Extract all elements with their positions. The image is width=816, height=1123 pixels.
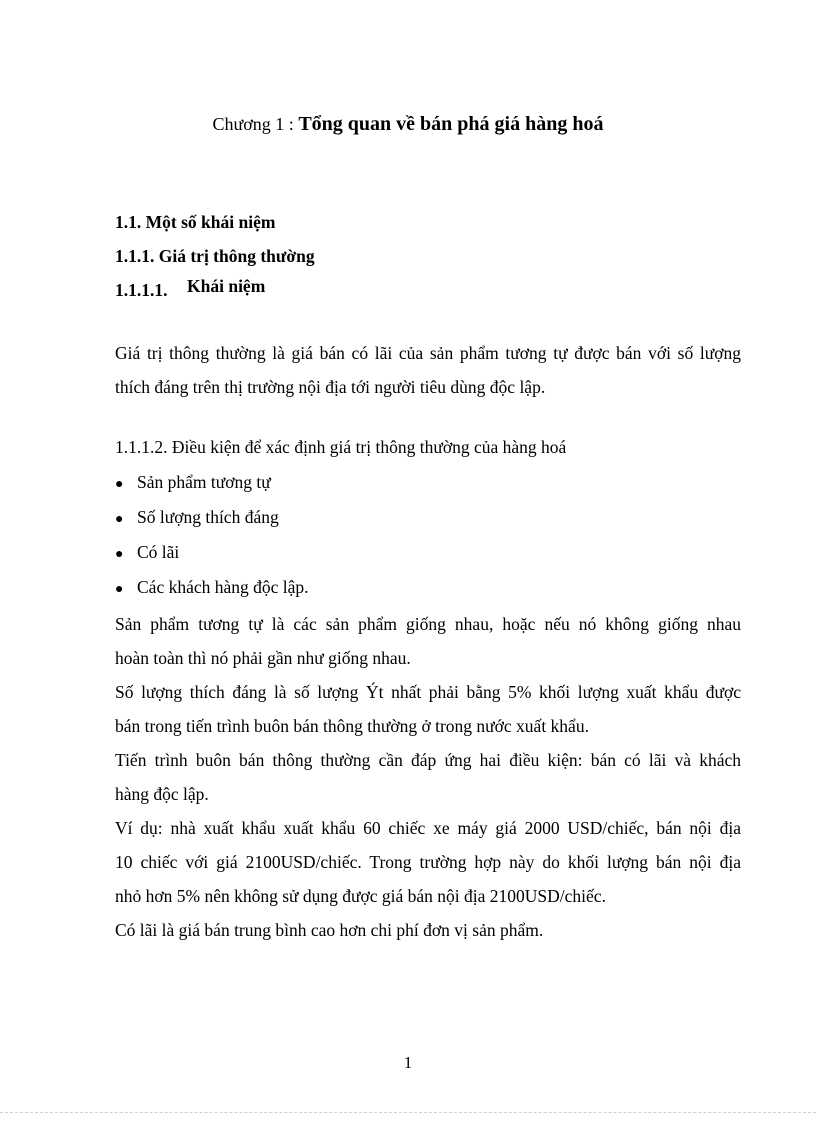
page-break-divider	[0, 1112, 816, 1113]
conditions-list	[115, 465, 309, 605]
bullet-icon: ●	[115, 582, 124, 597]
paragraph-line: Sản phẩm tương tự là các sản phẩm giống nhau, hoặc nếu nó không giống nhau	[115, 614, 741, 634]
heading-section-1-1-1-1	[115, 278, 265, 302]
heading-section-1-1: 1.1. Một số khái niệm	[115, 212, 276, 232]
heading-number: 1.1.1.1.	[115, 280, 168, 300]
paragraph-line: hoàn toàn thì nó phải gần như giống nhau.	[115, 648, 411, 668]
heading-label: Khái niệm	[187, 276, 266, 296]
bullet-icon: ●	[115, 512, 124, 527]
list-item-text: Các khách hàng độc lập.	[137, 577, 309, 597]
paragraph-line: hàng độc lập.	[115, 784, 209, 804]
paragraph-line: nhỏ hơn 5% nên không sử dụng được giá bán nội địa 2100USD/chiếc.	[115, 886, 606, 906]
paragraph-line: Ví dụ: nhà xuất khẩu xuất khẩu 60 chiếc xe máy giá 2000 USD/chiếc, bán nội địa	[115, 818, 741, 838]
paragraph-line: 10 chiếc với giá 2100USD/chiếc. Trong trường hợp này do khối lượng bán nội địa	[115, 852, 741, 872]
chapter-title-prefix: Chương 1 :	[212, 114, 299, 134]
body-text	[115, 607, 741, 947]
list-item	[115, 500, 309, 535]
page-number: 1	[403, 1053, 413, 1072]
paragraph-line: Có lãi là giá bán trung bình cao hơn chi phí đơn vị sản phẩm.	[115, 920, 544, 940]
paragraph-line: bán trong tiến trình buôn bán thông thường ở trong nước xuất khẩu.	[115, 716, 589, 736]
heading-section-1-1-1: 1.1.1. Giá trị thông thường	[115, 246, 315, 266]
bullet-icon: ●	[115, 477, 124, 492]
bullet-icon: ●	[115, 547, 124, 562]
chapter-title	[0, 110, 816, 138]
list-item-text: Số lượng thích đáng	[137, 507, 279, 527]
heading-conditions	[115, 430, 741, 464]
paragraph-line: thích đáng trên thị trường nội địa tới người tiêu dùng độc lập.	[115, 377, 546, 397]
paragraph-line: Tiến trình buôn bán thông thường cần đáp ứng hai điều kiện: bán có lãi và khách	[115, 750, 741, 770]
list-item-text: Sản phẩm tương tự	[137, 472, 271, 492]
list-item-text: Có lãi	[137, 542, 180, 562]
list-item	[115, 535, 309, 570]
conditions-heading-text: 1.1.1.2. Điều kiện để xác định giá trị thông thường của hàng hoá	[115, 437, 567, 457]
list-item	[115, 570, 309, 605]
chapter-title-main: Tổng quan về bán phá giá hàng hoá	[298, 113, 604, 135]
paragraph-line: Số lượng thích đáng là số lượng Ýt nhất phải bằng 5% khối lượng xuất khẩu được	[115, 682, 741, 702]
paragraph-line: Giá trị thông thường là giá bán có lãi của sản phẩm tương tự được bán với số lượng	[115, 343, 741, 363]
definition-paragraph	[115, 336, 741, 404]
list-item	[115, 465, 309, 500]
